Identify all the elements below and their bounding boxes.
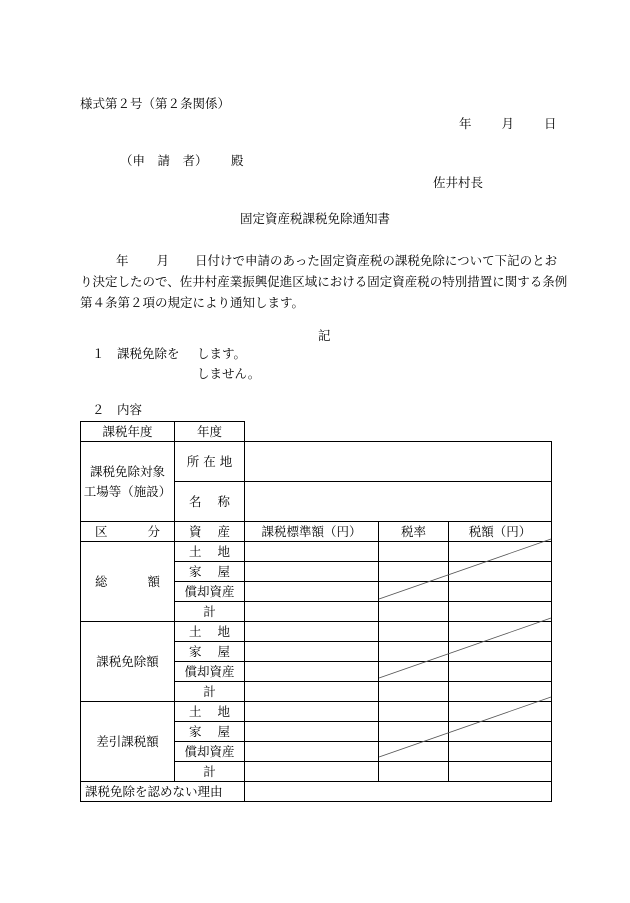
item-1-option-do: します。	[197, 346, 247, 361]
name-label: 名称	[175, 482, 245, 522]
header-tax-amount: 税額（円）	[449, 522, 552, 542]
header-tax-rate: 税率	[379, 522, 449, 542]
form-number: 様式第２号（第２条関係）	[80, 96, 231, 111]
asset-subtotal: 計	[175, 682, 245, 702]
asset-depreciable: 償却資産	[175, 662, 245, 682]
asset-subtotal: 計	[175, 762, 245, 782]
header-category: 区分	[81, 522, 175, 542]
item-2-label: ２ 内容	[92, 402, 143, 417]
strike-line-net	[379, 697, 551, 757]
date-line: 年 月 日	[459, 116, 557, 131]
asset-subtotal: 計	[175, 602, 245, 622]
body-line-3: 第４条第２項の規定により通知します。	[80, 295, 305, 310]
asset-depreciable: 償却資産	[175, 582, 245, 602]
group-total: 総額	[81, 542, 175, 622]
item-1-option-do-not: しません。	[197, 366, 261, 381]
body-line-2: り決定したので、佐井村産業振興促進区域における固定資産税の特別措置に関する条例	[80, 274, 568, 289]
ki-marker: 記	[318, 328, 331, 343]
strike-line-total	[379, 539, 551, 599]
tax-year-label: 課税年度	[81, 422, 175, 442]
tax-year-value: 年度	[175, 422, 245, 442]
asset-house: 家屋	[175, 722, 245, 742]
asset-house: 家屋	[175, 562, 245, 582]
group-net: 差引課税額	[81, 702, 175, 782]
asset-house: 家屋	[175, 642, 245, 662]
group-exempt: 課税免除額	[81, 622, 175, 702]
asset-land: 土地	[175, 542, 245, 562]
strike-line-exempt	[379, 618, 551, 678]
asset-depreciable: 償却資産	[175, 742, 245, 762]
target-facility-label: 課税免除対象 工場等（施設）	[81, 442, 175, 522]
applicant-label: （申 請 者）	[120, 153, 208, 168]
asset-land: 土地	[175, 702, 245, 722]
asset-land: 土地	[175, 622, 245, 642]
body-line-1: 年 月 日付けで申請のあった固定資産税の課税免除について下記のとお	[116, 253, 558, 268]
header-asset: 資産	[175, 522, 245, 542]
location-label: 所 在 地	[175, 442, 245, 482]
issuer: 佐井村長	[433, 175, 484, 190]
reason-label: 課税免除を認めない理由	[81, 782, 245, 802]
header-standard-amount: 課税標準額（円）	[245, 522, 379, 542]
item-1-label: １ 課税免除を	[92, 346, 180, 361]
document-title: 固定資産税課税免除通知書	[239, 211, 390, 226]
honorific: 殿	[231, 153, 244, 168]
